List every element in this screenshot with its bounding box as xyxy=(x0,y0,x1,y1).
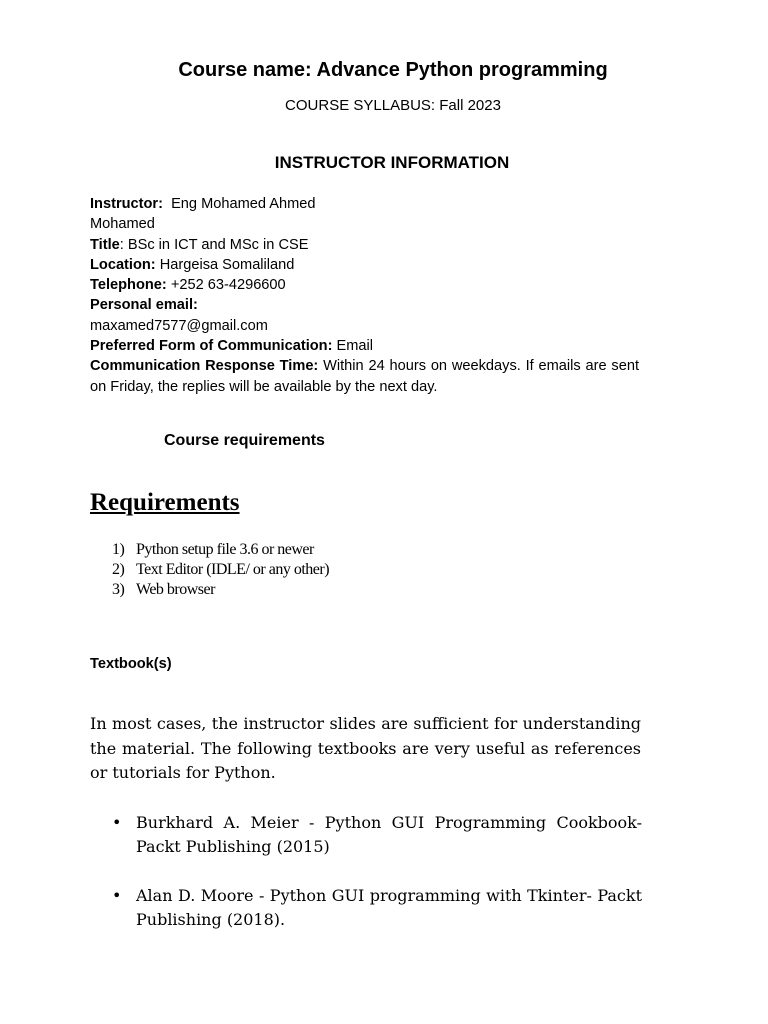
list-number: 1) xyxy=(112,541,125,558)
textbook-list-item xyxy=(112,884,642,931)
preferred-communication-label: Preferred Form of Communication: xyxy=(90,338,333,355)
course-title: Course name: Advance Python programming xyxy=(178,59,608,81)
title-value: : BSc in ICT and MSc in CSE xyxy=(119,236,309,253)
list-item-text: Web browser xyxy=(136,581,215,598)
email-label-row xyxy=(90,295,639,315)
title-label: Title xyxy=(90,236,120,253)
email-label: Personal email: xyxy=(90,297,198,314)
email-value: maxamed7577@gmail.com xyxy=(90,317,268,334)
telephone-value: +252 63-4296600 xyxy=(166,277,286,294)
instructor-name-continued: Mohamed xyxy=(90,216,155,233)
course-requirements-heading: Course requirements xyxy=(164,432,325,449)
instructor-name: Eng Mohamed Ahmed xyxy=(171,196,316,212)
telephone-row xyxy=(90,275,639,295)
textbooks-paragraph: In most cases, the instructor slides are sufficient for understanding the material. The following textbooks are very useful as references or tutorials for Python. xyxy=(90,714,641,782)
telephone-label: Telephone: xyxy=(90,277,167,294)
response-time-value: Within 24 hours on weekdays. If emails are sent on Friday, the replies will be available by the next day. xyxy=(90,358,640,395)
list-item xyxy=(112,540,329,560)
textbook-reference: Burkhard A. Meier - Python GUI Programming Cookbook- Packt Publishing (2015) xyxy=(136,813,642,856)
list-item xyxy=(112,560,329,580)
instructor-information-heading: INSTRUCTOR INFORMATION xyxy=(274,153,510,172)
list-item xyxy=(112,580,329,600)
bullet-icon: • xyxy=(112,813,122,832)
syllabus-term: COURSE SYLLABUS: Fall 2023 xyxy=(285,97,501,114)
bullet-icon: • xyxy=(112,886,122,905)
preferred-communication-row xyxy=(90,336,639,356)
list-number: 2) xyxy=(112,561,125,578)
list-number: 3) xyxy=(112,581,125,598)
instructor-row xyxy=(90,194,330,214)
location-row xyxy=(90,255,639,275)
instructor-info-block xyxy=(90,194,639,397)
textbook-list-item xyxy=(112,811,642,858)
requirements-list xyxy=(112,540,329,600)
location-label: Location: xyxy=(90,256,156,273)
response-time-label: Communication Response Time: xyxy=(90,358,319,375)
instructor-label: Instructor: xyxy=(90,196,163,212)
requirements-title: Requirements xyxy=(90,489,240,516)
textbook-reference: Alan D. Moore - Python GUI programming with Tkinter- Packt Publishing (2018). xyxy=(136,886,642,929)
list-item-text: Python setup file 3.6 or newer xyxy=(136,541,314,558)
response-time-row xyxy=(90,356,639,397)
textbooks-heading: Textbook(s) xyxy=(90,656,172,672)
preferred-communication-value: Email xyxy=(332,338,373,355)
title-row xyxy=(90,235,639,255)
list-item-text: Text Editor (IDLE/ or any other) xyxy=(136,561,330,578)
location-value: Hargeisa Somaliland xyxy=(155,256,295,273)
